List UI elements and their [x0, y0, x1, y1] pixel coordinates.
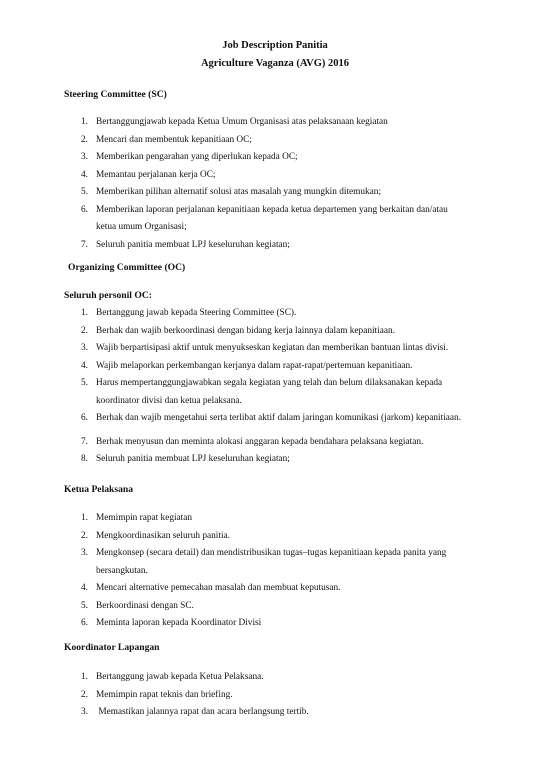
list-item-text	[96, 510, 496, 528]
list-item-number: 1.	[81, 513, 88, 523]
list-item-text	[96, 545, 496, 580]
section-subheading-oc: Seluruh personil OC:	[64, 290, 152, 301]
list-item-number: 3.	[81, 548, 88, 558]
list-item-text	[96, 410, 496, 428]
list-item-line: Berkoordinasi dengan SC.	[96, 600, 194, 611]
list-item	[72, 669, 492, 687]
list-item	[72, 580, 492, 598]
list-item-text	[96, 132, 496, 150]
list-item-number: 6.	[81, 204, 88, 215]
list-item-text	[96, 434, 496, 452]
document-subtitle: Agriculture Vaganza (AVG) 2016	[200, 58, 350, 69]
list-item-number: 8.	[81, 454, 88, 464]
list-item-text	[96, 323, 496, 341]
list-item-number: 6.	[81, 618, 88, 628]
list-item	[72, 167, 492, 185]
list-item-line: ketua umum Organisasi;	[96, 222, 187, 232]
list-item	[72, 149, 492, 167]
list-item-text	[96, 167, 496, 185]
list-item-number: 2.	[81, 689, 88, 700]
list-item-line: Wajib melaporkan perkembangan kerjanya dalam rapat-rapat/pertemuan kepanitiaan.	[96, 360, 413, 371]
list-item-number: 7.	[81, 436, 88, 447]
list-item-number: 1.	[81, 308, 88, 318]
list-item-number: 4.	[81, 169, 88, 180]
list-item-number: 5.	[81, 600, 88, 611]
list-item-text	[96, 687, 496, 705]
list-item-text	[96, 184, 496, 202]
list-item-text	[96, 358, 496, 376]
list-item-text	[96, 580, 496, 598]
list-item-text	[96, 528, 496, 546]
list-item-number: 4.	[81, 360, 88, 371]
list-item-line: Bertanggungjawab kepada Ketua Umum Organisasi atas pelaksanaan kegiatan	[96, 117, 388, 127]
list-item	[72, 704, 492, 722]
list-item-line: Mengkonsep (secara detail) dan mendistribusikan tugas–tugas kepanitiaan kepada panita yang	[96, 548, 447, 558]
list-item-line: Seluruh panitia membuat LPJ keseluruhan kegiatan;	[96, 454, 290, 464]
list-item	[72, 237, 492, 255]
list-item-line: Harus mempertanggungjawabkan segala kegiatan yang telah dan belum dilaksanakan kepada	[96, 378, 443, 388]
list-item	[72, 510, 492, 528]
list-item-text	[96, 704, 496, 722]
list-item	[72, 305, 492, 323]
list-item-line: Memberikan pengarahan yang diperlukan kepada OC;	[96, 152, 298, 162]
list-item-line: Memastikan jalannya rapat dan acara berlangsung tertib.	[96, 707, 309, 717]
list-item-number: 3.	[81, 152, 88, 162]
list-item	[72, 451, 492, 469]
list-item-text	[96, 114, 496, 132]
list-item	[72, 114, 492, 132]
section-heading-oc: Organizing Committee (OC)	[68, 262, 186, 273]
list-item-line: Berhak dan wajib mengetahui serta terlibat aktif dalam jaringan komunikasi (jarkom) kepanitiaan.	[96, 413, 462, 423]
list-item-number: 2.	[81, 325, 88, 336]
list-item-number: 1.	[81, 672, 88, 682]
list-item	[72, 202, 492, 237]
document-title: Job Description Panitia	[222, 40, 328, 51]
list-item-text	[96, 237, 496, 255]
list-item-text	[96, 598, 496, 616]
section-heading-koordinator-lapangan: Koordinator Lapangan	[64, 642, 160, 653]
list-item-text	[96, 340, 496, 358]
list-item-line: Meminta laporan kepada Koordinator Divisi	[96, 618, 262, 628]
list-item-line: Bertanggung jawab kepada Steering Committee (SC).	[96, 308, 297, 318]
section-heading-sc: Steering Committee (SC)	[64, 89, 167, 100]
list-item-text	[96, 669, 496, 687]
list-item-line: Mencari dan membentuk kepanitiaan OC;	[96, 134, 252, 145]
list-item-line: bersangkutan.	[96, 565, 148, 576]
list-item-text	[96, 305, 496, 323]
list-item-line: Memimpin rapat teknis dan briefing.	[96, 689, 233, 700]
list-item-text	[96, 375, 496, 410]
list-item-line: Mengkoordinasikan seluruh panitia.	[96, 530, 231, 541]
list-item-line: Wajib berpartisipasi aktif untuk menyukseskan kegiatan dan memberikan bantuan lintas divisi.	[96, 343, 449, 353]
list-item-number: 3.	[81, 707, 88, 717]
list-item	[72, 340, 492, 358]
list-item-text	[96, 149, 496, 167]
list-item-text	[96, 615, 496, 633]
list-item-line: Bertanggung jawab kepada Ketua Pelaksana.	[96, 672, 264, 682]
list-item-number: 2.	[81, 530, 88, 541]
list-item	[72, 358, 492, 376]
list-item	[72, 375, 492, 410]
list-item-number: 5.	[81, 378, 88, 388]
list-item	[72, 132, 492, 150]
list-item-text	[96, 451, 496, 469]
section-heading-ketua-pelaksana: Ketua Pelaksana	[64, 484, 134, 495]
list-item-line: Berhak dan wajib berkoordinasi dengan bidang kerja lainnya dalam kepanitiaan.	[96, 325, 395, 336]
list-item-number: 4.	[81, 583, 88, 593]
list-item-line: Berhak menyusun dan meminta alokasi anggaran kepada bendahara pelaksana kegiatan.	[96, 436, 424, 447]
list-item	[72, 545, 492, 580]
list-item-number: 7.	[81, 239, 88, 250]
list-item	[72, 410, 492, 428]
list-item	[72, 184, 492, 202]
list-item-line: Mencari alternative pemecahan masalah dan membuat keputusan.	[96, 583, 341, 593]
list-item-number: 1.	[81, 117, 88, 127]
list-item-number: 2.	[81, 134, 88, 145]
list-item	[72, 615, 492, 633]
list-item-line: Memberikan laporan perjalanan kepanitiaan kepada ketua departemen yang berkaitan dan/atau	[96, 204, 448, 215]
list-item	[72, 598, 492, 616]
list-item	[72, 434, 492, 452]
list-item-text	[96, 202, 496, 237]
list-item	[72, 528, 492, 546]
list-item	[72, 687, 492, 705]
list-item-line: koordinator divisi dan ketua pelaksana.	[96, 395, 242, 406]
list-item-line: Memimpin rapat kegiatan	[96, 513, 193, 523]
list-item-line: Memberikan pilihan alternatif solusi atas masalah yang mungkin ditemukan;	[96, 187, 382, 197]
list-item-number: 3.	[81, 343, 88, 353]
list-item-line: Seluruh panitia membuat LPJ keseluruhan kegiatan;	[96, 239, 290, 250]
list-item-number: 5.	[81, 187, 88, 197]
list-item	[72, 323, 492, 341]
list-item-line: Memantau perjalanan kerja OC;	[96, 169, 216, 180]
list-item-number: 6.	[81, 413, 88, 423]
